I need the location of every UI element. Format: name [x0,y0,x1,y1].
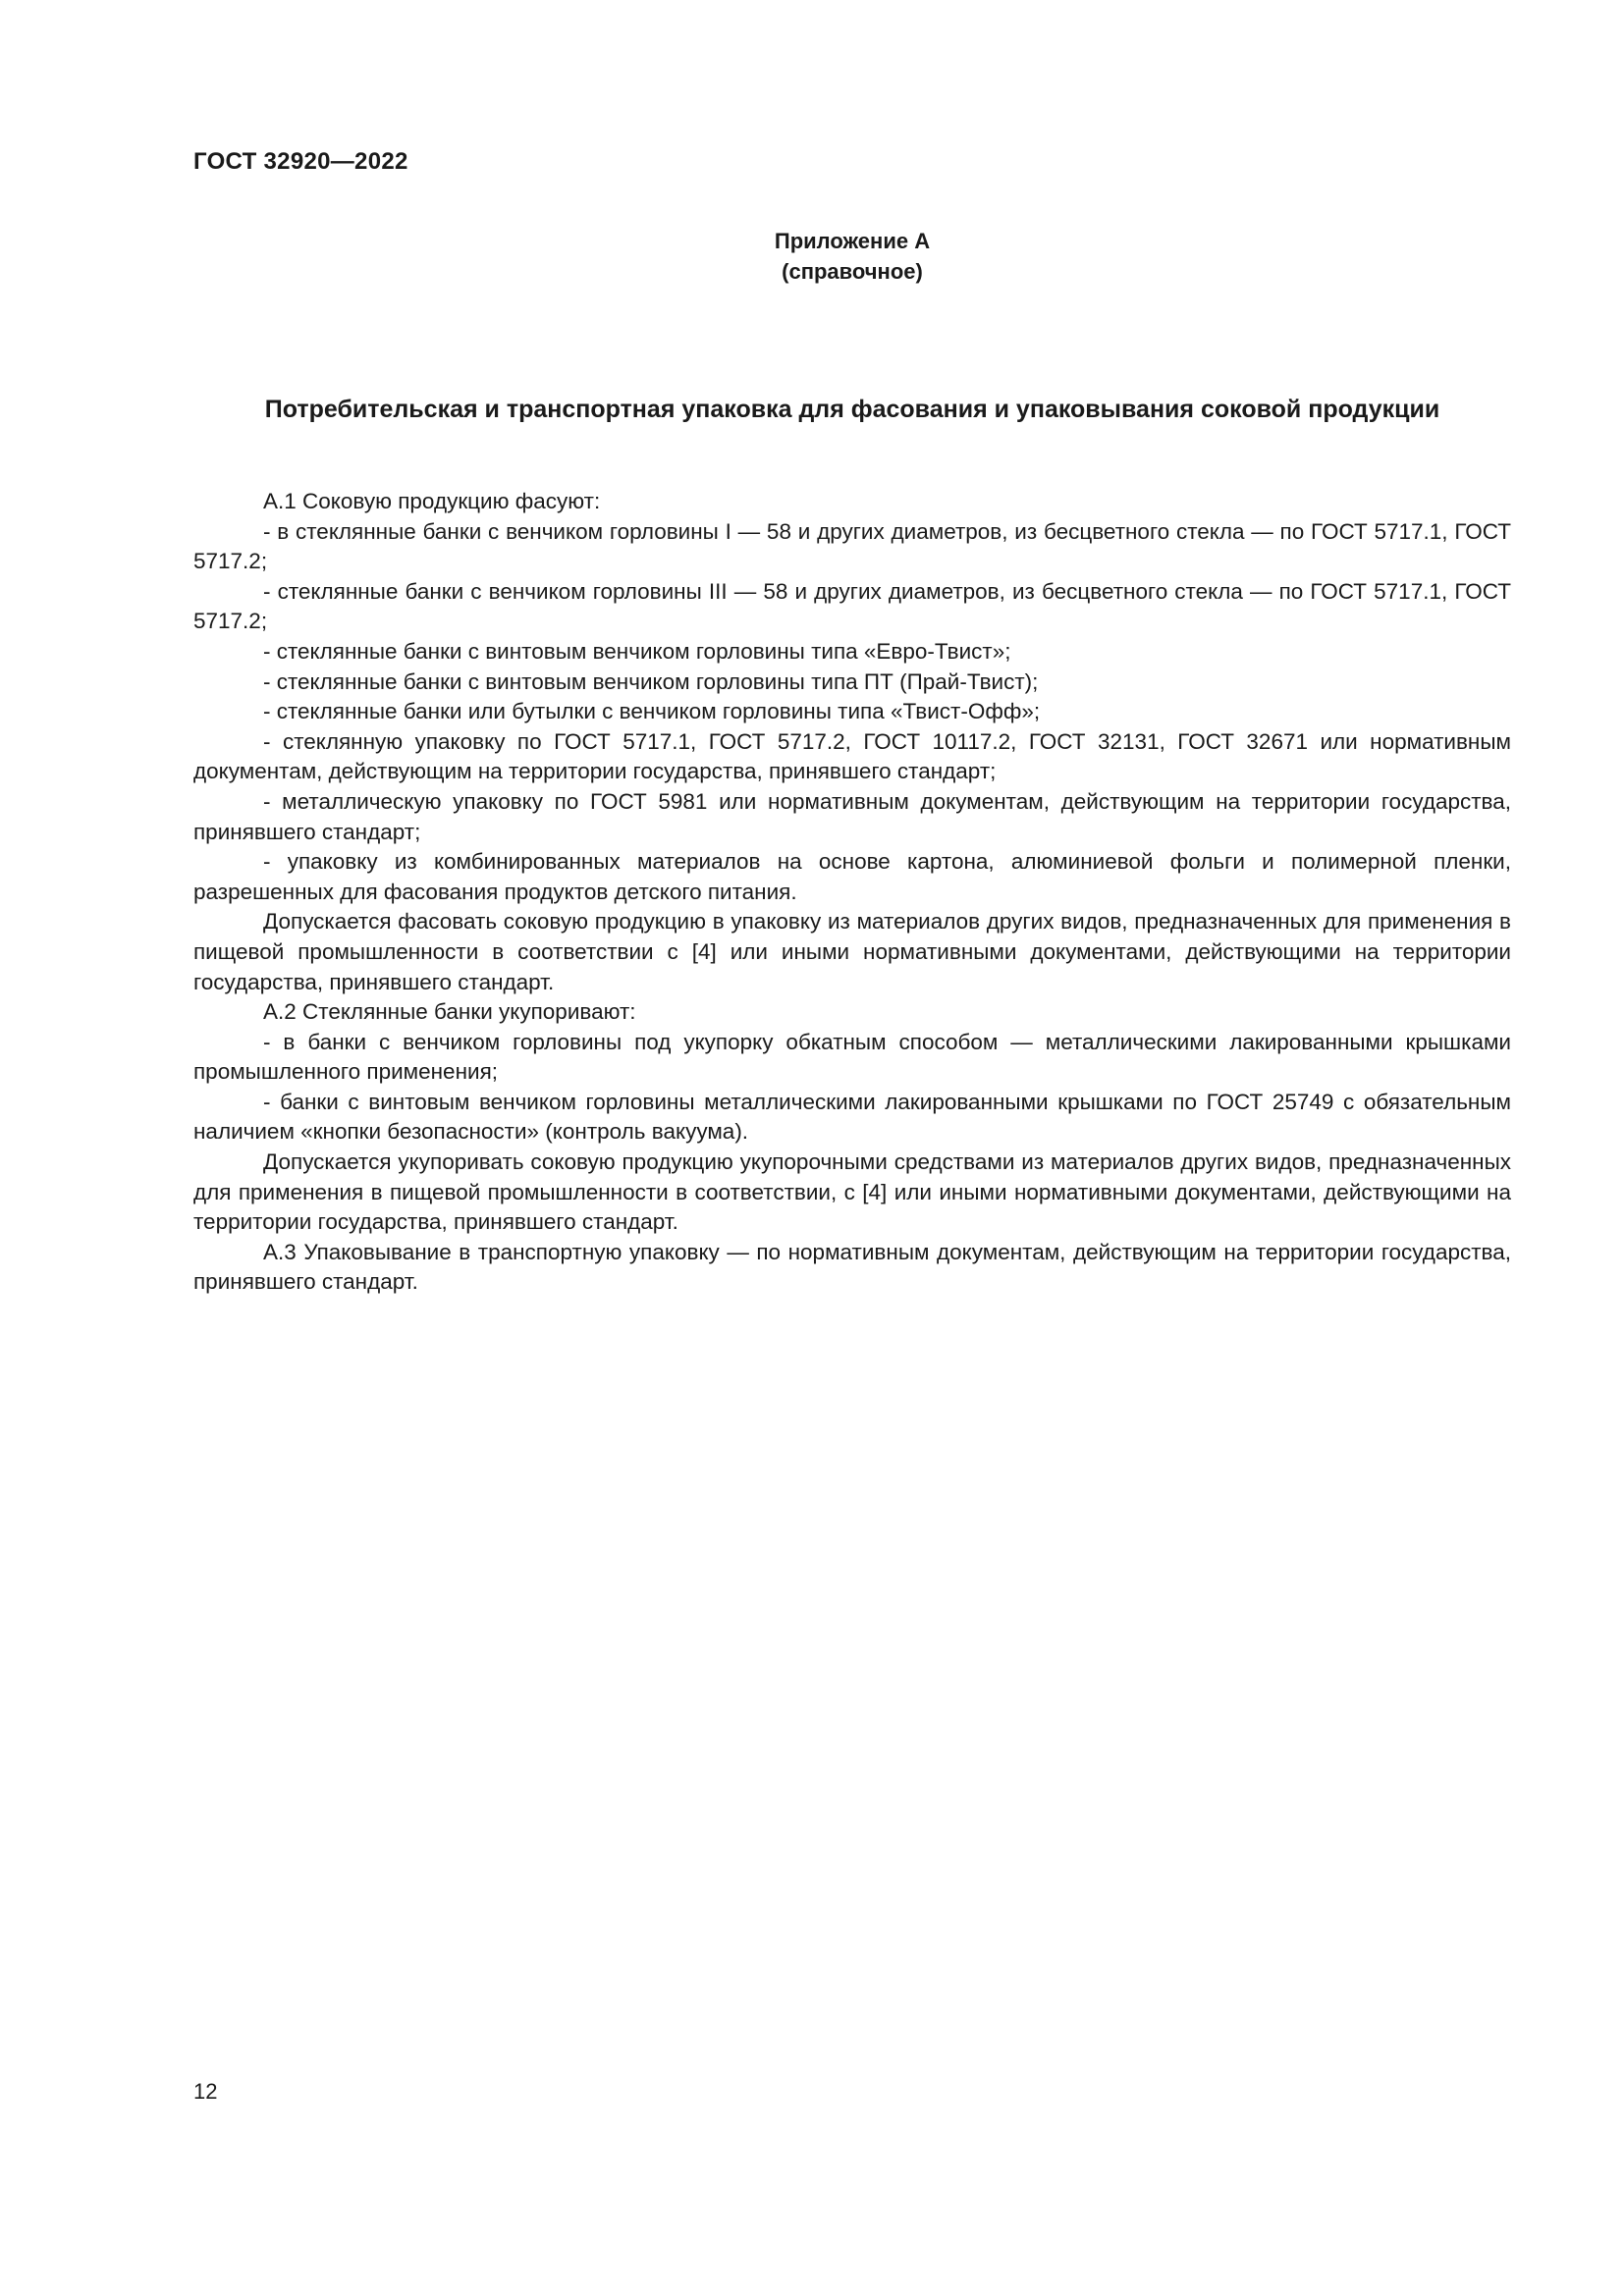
paragraph: - банки с винтовым венчиком горловины металлическими лакированными крышками по ГОСТ 25749 с обязательным наличием «кнопки безопасности» (контроль вакуума). [193,1089,1511,1145]
appendix-heading [193,226,1511,287]
paragraph: - стеклянные банки с венчиком горловины III — 58 и других диаметров, из бесцветного стекла — по ГОСТ 5717.1, ГОСТ 5717.2; [193,578,1511,634]
document-body [193,487,1511,1298]
paragraph: - металлическую упаковку по ГОСТ 5981 или нормативным документам, действующим на территории государства, принявшего стандарт; [193,788,1511,844]
paragraph: - в стеклянные банки с венчиком горловины I — 58 и других диаметров, из бесцветного стекла — по ГОСТ 5717.1, ГОСТ 5717.2; [193,518,1511,574]
page-number: 12 [193,2079,218,2104]
paragraph: - стеклянные банки с винтовым венчиком горловины типа ПТ (Прай-Твист); [263,668,1039,694]
appendix-subtitle: (справочное) [782,259,923,284]
section-title: Потребительская и транспортная упаковка для фасования и упаковывания соковой продукции [264,396,1440,423]
document-code: ГОСТ 32920—2022 [193,148,408,175]
paragraph: А.3 Упаковывание в транспортную упаковку — по нормативным документам, действующим на территории государства, принявшего стандарт. [193,1239,1511,1295]
paragraph: - стеклянные банки с винтовым венчиком горловины типа «Евро-Твист»; [263,638,1011,664]
paragraph: А.2 Стеклянные банки укупоривают: [263,999,636,1025]
paragraph: Допускается фасовать соковую продукцию в упаковку из материалов других видов, предназначенных для применения в пищевой промышленности в соответствии с [4] или иными нормативными документами, действующими на территории государства, принявшего стандарт. [193,909,1511,994]
paragraph: - стеклянные банки или бутылки с венчиком горловины типа «Твист-Офф»; [263,699,1041,724]
paragraph: - стеклянную упаковку по ГОСТ 5717.1, ГОСТ 5717.2, ГОСТ 10117.2, ГОСТ 32131, ГОСТ 32671 или нормативным документам, действующим на территории государства, принявшего стандарт; [193,728,1511,784]
paragraph: Допускается укупоривать соковую продукцию укупорочными средствами из материалов других видов, предназначенных для применения в пищевой промышленности в соответствии, с [4] или иными нормативными документами, действующими на территории государства, принявшего стандарт. [193,1149,1511,1235]
paragraph: А.1 Соковую продукцию фасуют: [263,489,601,513]
appendix-title: Приложение А [774,229,931,253]
paragraph: - упаковку из комбинированных материалов на основе картона, алюминиевой фольги и полимерной пленки, разрешенных для фасования продуктов детского питания. [193,849,1511,904]
paragraph: - в банки с венчиком горловины под укупорку обкатным способом — металлическими лакированными крышками промышленного применения; [193,1029,1511,1085]
